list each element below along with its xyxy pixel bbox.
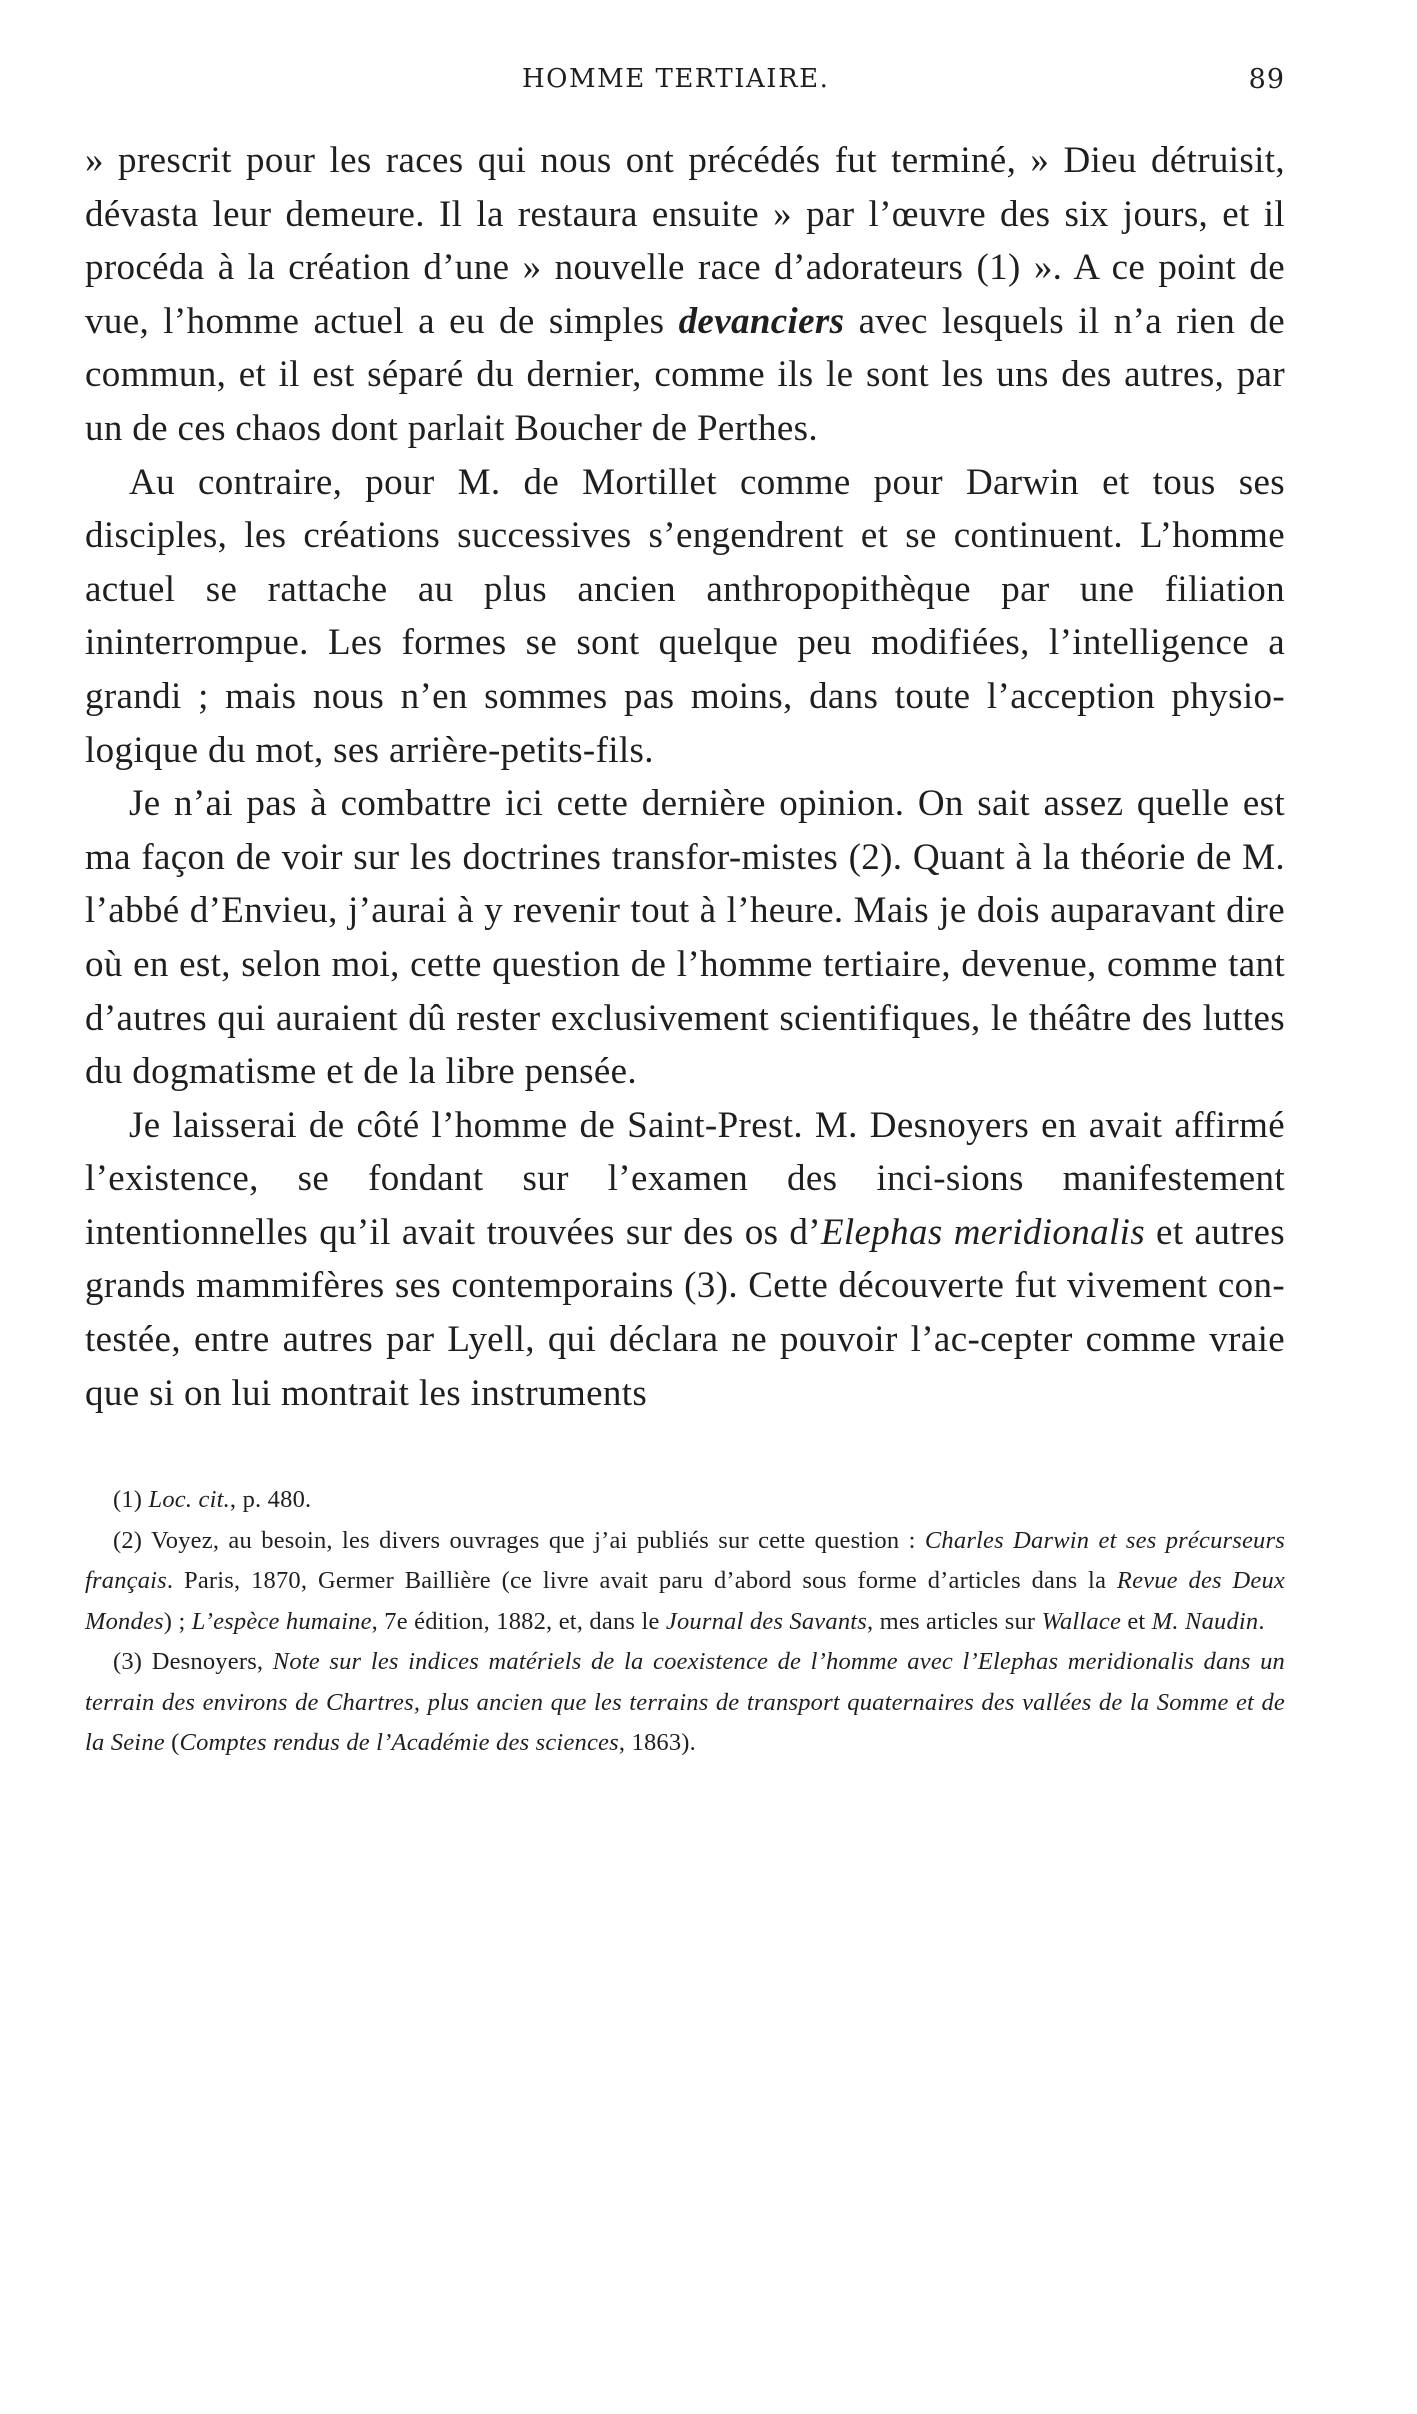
footnotes xyxy=(85,1480,1285,1764)
footnote-3-mark: (3) xyxy=(113,1648,152,1676)
running-header xyxy=(85,58,1285,102)
footnote-2-text-5: , mes articles sur xyxy=(867,1607,1042,1635)
paragraph-1 xyxy=(85,134,1285,456)
footnote-3-text-2: ( xyxy=(164,1729,180,1757)
footnote-2-title-1: Charles Darwin et ses précurseurs français xyxy=(85,1526,1285,1595)
footnote-2-text-2: . Paris, 1870, Germer Baillière (ce livre avait paru d’abord sous forme d’articles dans la xyxy=(166,1567,1117,1595)
footnote-2-text-4: , 7e édition, 1882, et, dans le xyxy=(371,1607,666,1635)
footnote-2 xyxy=(85,1521,1285,1643)
footnote-1 xyxy=(85,1480,1285,1521)
footnote-2-title-6: M. Naudin xyxy=(1151,1607,1259,1635)
footnote-2-mark: (2) xyxy=(113,1526,152,1554)
footnote-2-text-1: Voyez, au besoin, les divers ouvrages que j’ai publiés sur cette question : xyxy=(151,1526,925,1554)
footnote-3-text-3: , 1863). xyxy=(618,1729,696,1757)
paragraph-1-text-a: » prescrit pour les races qui nous ont précédés fut terminé, » Dieu détruisit, dévasta leur demeure. Il la restaura ensuite » par l’œuvre des six jours, et il procéda à la création d’une » nouvelle race d’adorateurs (1) ». A ce point de vue, l’homme actuel a eu de simples xyxy=(85,140,1285,342)
footnote-2-title-5: Wallace xyxy=(1041,1607,1122,1635)
footnote-2-text-7: . xyxy=(1258,1607,1265,1635)
footnote-3-text-1: Desnoyers, xyxy=(151,1648,273,1676)
paragraph-4-text-c: et autres grands mammifères ses contemporains (3). Cette découverte fut vivement con-testée, entre autres par Lyell, qui déclara ne pouvoir l’ac-cepter comme vraie que si on lui montrait les instruments xyxy=(85,1211,1286,1414)
footnote-3-title-2: Comptes rendus de l’Académie des sciences xyxy=(179,1729,619,1757)
footnote-2-title-2: Revue des Deux Mondes xyxy=(85,1567,1285,1635)
footnote-2-text-3: ) ; xyxy=(163,1607,192,1635)
paragraph-2: Au contraire, pour M. de Mortillet comme pour Darwin et tous ses disciples, les créations successives s’engendrent et se continuent. L’homme actuel se rattache au plus ancien anthropopithèque par une filiation ininterrompue. Les formes se sont quelque peu modifiées, l’intelligence a grandi ; mais nous n’en sommes pas moins, dans toute l’acception physio-logique du mot, ses arrière-petits-fils. xyxy=(85,461,1285,771)
paragraph-4-species-name: Elephas meridionalis xyxy=(820,1211,1145,1253)
paragraph-1-emphasis: devanciers xyxy=(678,300,845,342)
paragraph-4 xyxy=(85,1099,1285,1421)
footnote-1-rest: , p. 480. xyxy=(229,1486,312,1514)
running-title: HOMME TERTIAIRE. xyxy=(522,64,830,94)
footnote-3 xyxy=(85,1642,1285,1764)
paragraph-4-text-a: Je laisserai de côté l’homme de Saint-Prest. M. Desnoyers en avait affirmé l’existence, se fondant sur l’examen des inci-sions manifestement intentionnelles qu’il avait trouvées sur des os d’ xyxy=(85,1104,1285,1253)
footnote-1-mark: (1) xyxy=(113,1486,149,1514)
footnote-1-ref: Loc. cit. xyxy=(148,1486,230,1514)
main-text xyxy=(85,134,1285,1420)
book-page xyxy=(85,58,1285,1764)
paragraph-3: Je n’ai pas à combattre ici cette dernière opinion. On sait assez quelle est ma façon de voir sur les doctrines transfor-mistes (2). Quant à la théorie de M. l’abbé d’Envieu, j’aurai à y revenir tout à l’heure. Mais je dois auparavant dire où en est, selon moi, cette question de l’homme tertiaire, devenue, comme tant d’autres qui auraient dû rester exclusivement scientifiques, le théâtre des luttes du dogmatisme et de la libre pensée. xyxy=(85,783,1285,1093)
footnote-2-title-3: L’espèce humaine xyxy=(191,1607,372,1635)
footnote-2-text-6: et xyxy=(1121,1607,1152,1635)
paragraph-1-text-c: avec lesquels il n’a rien de commun, et il est séparé du dernier, comme ils le sont les uns des autres, par un de ces chaos dont parlait Boucher de Perthes. xyxy=(85,300,1285,449)
footnote-3-title-1: Note sur les indices matériels de la coexistence de l’homme avec l’Elephas meridionalis dans un terrain des environs de Chartres, plus ancien que les terrains de transport quaternaires des vallées de la Somme et de la Seine xyxy=(85,1648,1286,1757)
footnote-2-title-4: Journal des Savants xyxy=(665,1607,868,1635)
page-number: 89 xyxy=(1248,64,1285,95)
